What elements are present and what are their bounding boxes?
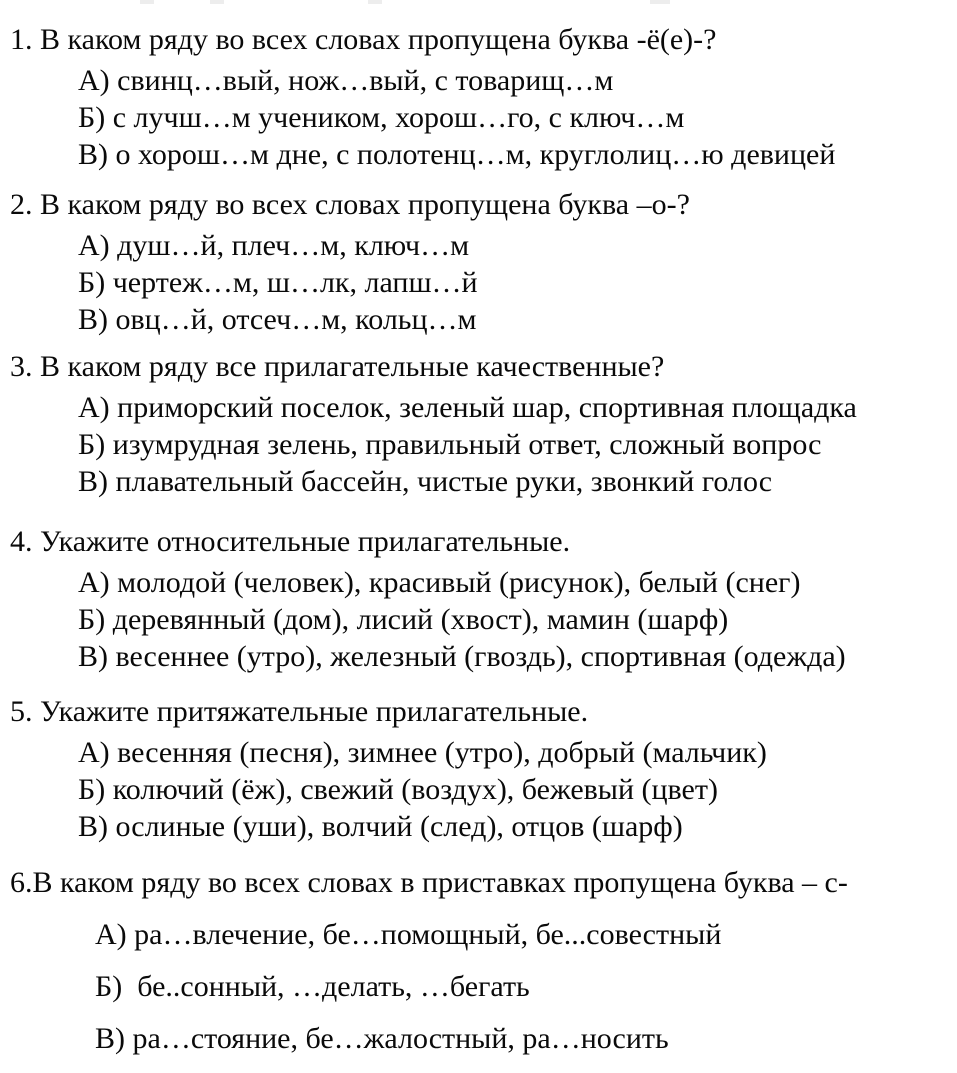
cropped-text-artifact (0, 0, 957, 6)
option-a: А) приморский поселок, зеленый шар, спортивная площадка (78, 391, 857, 424)
option-v: В) весеннее (утро), железный (гвоздь), спортивная (одежда) (78, 640, 846, 673)
option-b: Б) колючий (ёж), свежий (воздух), бежевый (цвет) (78, 773, 718, 806)
question-title: 3. В каком ряду все прилагательные качественные? (10, 350, 665, 383)
question-options (10, 734, 951, 845)
question-title: 4. Укажите относительные прилагательные. (10, 525, 571, 558)
option-b: Б) деревянный (дом), лисий (хвост), мамин (шарф) (78, 603, 729, 636)
option-a: А) свинц…вый, нож…вый, с товарищ…м (78, 64, 614, 97)
artifact-mark (210, 0, 224, 4)
question-block-6 (10, 864, 951, 1057)
question-title: 2. В каком ряду во всех словах пропущена буква –о-? (10, 188, 690, 221)
option-v: В) ослиные (уши), волчий (след), отцов (шарф) (78, 810, 683, 843)
option-a: А) душ…й, плеч…м, ключ…м (78, 229, 470, 262)
question-title: 1. В каком ряду во всех словах пропущена буква -ё(е)-? (10, 23, 717, 56)
option-a: А) ра…влечение, бе…помощный, бе...совестный (95, 918, 722, 951)
question-title: 5. Укажите притяжательные прилагательные. (10, 695, 589, 728)
question-options (10, 564, 951, 675)
question-block-3 (10, 348, 951, 500)
question-block-1 (10, 21, 951, 173)
option-b: Б) с лучш…м учеником, хорош…го, с ключ…м (78, 101, 685, 134)
question-options (10, 916, 951, 1057)
artifact-mark (368, 0, 382, 4)
option-v: В) плавательный бассейн, чистые руки, звонкий голос (78, 465, 773, 498)
artifact-mark (140, 0, 154, 4)
question-block-2 (10, 186, 951, 338)
option-a: А) весенняя (песня), зимнее (утро), добрый (мальчик) (78, 736, 767, 769)
option-b: Б) изумрудная зелень, правильный ответ, сложный вопрос (78, 428, 822, 461)
option-v: В) овц…й, отсеч…м, кольц…м (78, 303, 477, 336)
option-b: Б) бе..сонный, …делать, …бегать (95, 970, 530, 1003)
option-v: В) ра…стояние, бе…жалостный, ра…носить (95, 1022, 669, 1055)
option-b: Б) чертеж…м, ш…лк, лапш…й (78, 266, 478, 299)
question-options (10, 389, 951, 500)
option-v: В) о хорош…м дне, с полотенц…м, круглолиц…ю девицей (78, 138, 836, 171)
question-options (10, 227, 951, 338)
question-block-5 (10, 693, 951, 845)
question-block-4 (10, 523, 951, 675)
question-options (10, 62, 951, 173)
artifact-mark (650, 0, 670, 4)
option-a: А) молодой (человек), красивый (рисунок), белый (снег) (78, 566, 801, 599)
question-title: 6.В каком ряду во всех словах в приставках пропущена буква – с- (10, 866, 848, 899)
